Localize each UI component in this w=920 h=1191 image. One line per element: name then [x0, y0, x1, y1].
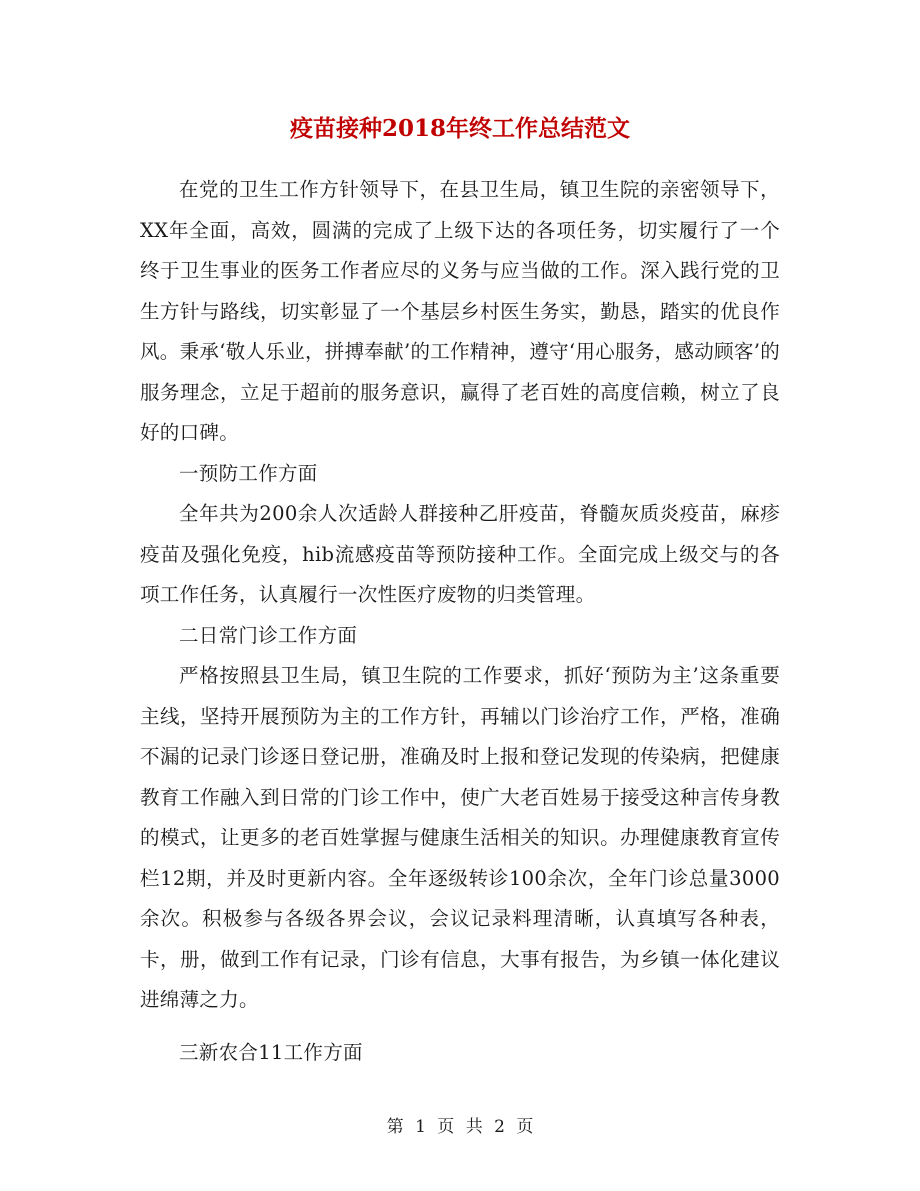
outpatient-paragraph: 严格按照县卫生局，镇卫生院的工作要求，抓好‘预防为主’这条重要主线，坚持开展预防为主的工作方针，再辅以门诊治疗工作，严格，准确不漏的记录门诊逐日登记册，准确及时上报和登记发现的传染病，把健康教育工作融入到日常的门诊工作中，使广大老百姓易于接受这种言传身教的模式，让更多的老百姓掌握与健康生活相关的知识。办理健康教育宣传栏12期，并及时更新内容。全年逐级转诊100余次，全年门诊总量3000余次。积极参与各级各界会议，会议记录料理清晰，认真填写各种表，卡，册，做到工作有记录，门诊有信息，大事有报告，为乡镇一体化建议进绵薄之力。 [140, 664, 780, 1011]
section-heading-rural-coop: 三新农合11工作方面 [179, 1040, 363, 1064]
document-title: 疫苗接种2018年终工作总结范文 [289, 115, 630, 142]
prevention-paragraph: 全年共为200余人次适龄人群接种乙肝疫苗，脊髓灰质炎疫苗，麻疹疫苗及强化免疫，hib流感疫苗等预防接种工作。全面完成上级交与的各项工作任务，认真履行一次性医疗废物的归类管理。 [140, 502, 780, 606]
section-heading-prevention: 一预防工作方面 [179, 461, 318, 485]
page-number-footer: 第 1 页 共 2 页 [386, 1117, 534, 1137]
intro-paragraph: 在党的卫生工作方针领导下，在县卫生局，镇卫生院的亲密领导下，XX年全面，高效，圆满的完成了上级下达的各项任务，切实履行了一个终于卫生事业的医务工作者应尽的义务与应当做的工作。深入践行党的卫生方针与路线，切实彰显了一个基层乡村医生务实，勤恳，踏实的优良作风。秉承‘敬人乐业，拼搏奉献’的工作精神，遵守‘用心服务，感动顾客’的服务理念，立足于超前的服务意识，赢得了老百姓的高度信赖，树立了良好的口碑。 [140, 178, 780, 444]
document-body [140, 170, 780, 1073]
section-heading-outpatient: 二日常门诊工作方面 [179, 623, 358, 647]
section-spacer [140, 1021, 780, 1033]
